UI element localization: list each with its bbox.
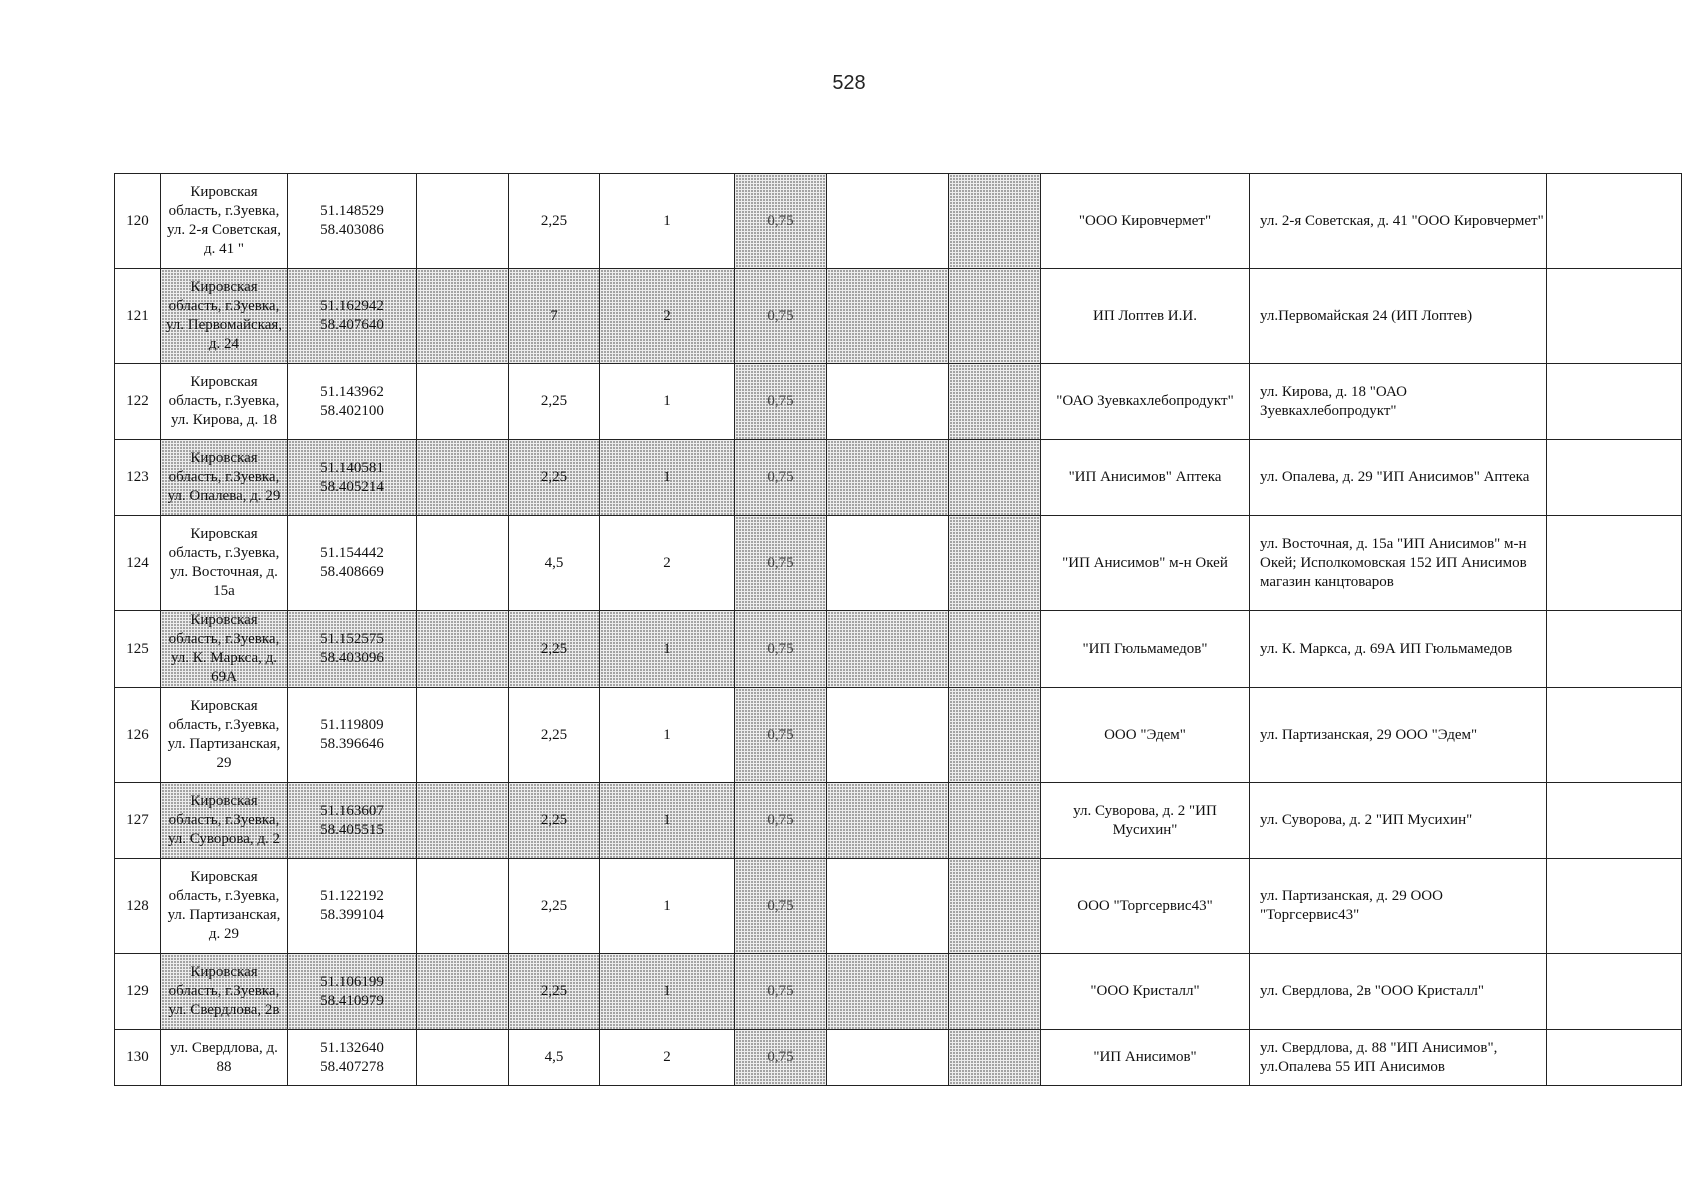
container-count: 2 (600, 1030, 735, 1086)
longitude: 58.402100 (320, 402, 384, 419)
latitude: 51.162942 (320, 298, 384, 314)
table-row (115, 1030, 1682, 1086)
col-8 (827, 364, 949, 440)
owner-name: "ОАО Зуевкахлебопродукт" (1041, 364, 1250, 440)
owner-name: ИП Лоптев И.И. (1041, 269, 1250, 364)
site-coordinates (288, 783, 417, 859)
col-12 (1547, 859, 1682, 954)
table-row (115, 440, 1682, 516)
col-12 (1547, 174, 1682, 269)
waste-source: ул. Партизанская, 29 ООО "Эдем" (1250, 688, 1547, 783)
container-capacity: 0,75 (735, 611, 827, 688)
site-coordinates (288, 954, 417, 1030)
latitude: 51.140581 (320, 459, 384, 476)
col-9 (949, 440, 1041, 516)
col-9 (949, 783, 1041, 859)
col-9 (949, 1030, 1041, 1086)
col-4 (417, 954, 509, 1030)
col-8 (827, 440, 949, 516)
container-count: 1 (600, 783, 735, 859)
col-12 (1547, 783, 1682, 859)
container-volume: 2,25 (509, 954, 600, 1030)
owner-name: ул. Суворова, д. 2 "ИП Мусихин" (1041, 783, 1250, 859)
waste-source: ул. Суворова, д. 2 "ИП Мусихин" (1250, 783, 1547, 859)
site-coordinates (288, 269, 417, 364)
latitude: 51.154442 (320, 545, 384, 561)
owner-name: "ООО Кристалл" (1041, 954, 1250, 1030)
container-volume: 4,5 (509, 1030, 600, 1086)
row-number: 130 (115, 1030, 161, 1086)
site-address: Кировская область, г.Зуевка, ул. Восточная, д. 15а (161, 516, 288, 611)
row-number: 121 (115, 269, 161, 364)
longitude: 58.405214 (320, 478, 384, 495)
site-address: Кировская область, г.Зуевка, ул. 2-я Советская, д. 41 " (161, 174, 288, 269)
owner-name: "ИП Гюльмамедов" (1041, 611, 1250, 688)
waste-source: ул. К. Маркса, д. 69А ИП Гюльмамедов (1250, 611, 1547, 688)
row-number: 129 (115, 954, 161, 1030)
container-count: 2 (600, 269, 735, 364)
waste-source: ул. Опалева, д. 29 "ИП Анисимов" Аптека (1250, 440, 1547, 516)
row-number: 122 (115, 364, 161, 440)
col-8 (827, 1030, 949, 1086)
site-address: Кировская область, г.Зуевка, ул. Партизанская, д. 29 (161, 859, 288, 954)
col-4 (417, 516, 509, 611)
waste-source: ул. Восточная, д. 15а "ИП Анисимов" м-н Окей; Исполкомовская 152 ИП Анисимов магазин канцтоваров (1250, 516, 1547, 611)
row-number: 127 (115, 783, 161, 859)
latitude: 51.106199 (320, 973, 384, 990)
site-coordinates (288, 1030, 417, 1086)
col-12 (1547, 440, 1682, 516)
row-number: 128 (115, 859, 161, 954)
col-9 (949, 688, 1041, 783)
latitude: 51.152575 (320, 631, 384, 647)
site-address: Кировская область, г.Зуевка, ул. Суворова, д. 2 (161, 783, 288, 859)
owner-name: "ИП Анисимов" (1041, 1030, 1250, 1086)
col-4 (417, 859, 509, 954)
table-row (115, 174, 1682, 269)
container-count: 1 (600, 688, 735, 783)
latitude: 51.132640 (320, 1039, 384, 1056)
container-count: 1 (600, 954, 735, 1030)
col-4 (417, 440, 509, 516)
container-capacity: 0,75 (735, 516, 827, 611)
container-count: 1 (600, 859, 735, 954)
col-8 (827, 954, 949, 1030)
table-row (115, 364, 1682, 440)
col-4 (417, 783, 509, 859)
site-address: Кировская область, г.Зуевка, ул. Первомайская, д. 24 (161, 269, 288, 364)
site-address: Кировская область, г.Зуевка, ул. Партизанская, 29 (161, 688, 288, 783)
site-coordinates (288, 859, 417, 954)
container-volume: 2,25 (509, 174, 600, 269)
row-number: 120 (115, 174, 161, 269)
container-capacity: 0,75 (735, 269, 827, 364)
container-volume: 2,25 (509, 688, 600, 783)
col-4 (417, 174, 509, 269)
waste-source: ул. Свердлова, д. 88 "ИП Анисимов", ул.Опалева 55 ИП Анисимов (1250, 1030, 1547, 1086)
owner-name: ООО "Торгсервис43" (1041, 859, 1250, 954)
waste-source: ул.Первомайская 24 (ИП Лоптев) (1250, 269, 1547, 364)
latitude: 51.163607 (320, 802, 384, 819)
container-volume: 4,5 (509, 516, 600, 611)
table-row (115, 688, 1682, 783)
container-capacity: 0,75 (735, 364, 827, 440)
owner-name: "ИП Анисимов" м-н Окей (1041, 516, 1250, 611)
container-count: 1 (600, 364, 735, 440)
site-address: Кировская область, г.Зуевка, ул. Кирова, д. 18 (161, 364, 288, 440)
col-12 (1547, 269, 1682, 364)
table-row (115, 954, 1682, 1030)
container-volume: 7 (509, 269, 600, 364)
container-volume: 2,25 (509, 440, 600, 516)
latitude: 51.119809 (320, 717, 384, 733)
table-body (115, 174, 1682, 1086)
row-number: 123 (115, 440, 161, 516)
col-9 (949, 174, 1041, 269)
container-capacity: 0,75 (735, 783, 827, 859)
row-number: 124 (115, 516, 161, 611)
col-12 (1547, 1030, 1682, 1086)
table-row (115, 516, 1682, 611)
table-row (115, 783, 1682, 859)
waste-source: ул. 2-я Советская, д. 41 "ООО Кировчермет" (1250, 174, 1547, 269)
col-12 (1547, 364, 1682, 440)
container-capacity: 0,75 (735, 174, 827, 269)
longitude: 58.410979 (320, 992, 384, 1009)
site-coordinates (288, 516, 417, 611)
col-4 (417, 688, 509, 783)
longitude: 58.408669 (320, 564, 384, 580)
container-capacity: 0,75 (735, 1030, 827, 1086)
owner-name: ООО "Эдем" (1041, 688, 1250, 783)
col-4 (417, 269, 509, 364)
table-row (115, 269, 1682, 364)
col-12 (1547, 611, 1682, 688)
col-8 (827, 611, 949, 688)
col-9 (949, 269, 1041, 364)
site-address: Кировская область, г.Зуевка, ул. Опалева, д. 29 (161, 440, 288, 516)
container-capacity: 0,75 (735, 688, 827, 783)
owner-name: "ИП Анисимов" Аптека (1041, 440, 1250, 516)
longitude: 58.396646 (320, 736, 384, 752)
latitude: 51.148529 (320, 203, 384, 219)
longitude: 58.407278 (320, 1058, 384, 1075)
longitude: 58.407640 (320, 317, 384, 333)
table-row (115, 859, 1682, 954)
container-volume: 2,25 (509, 859, 600, 954)
col-4 (417, 364, 509, 440)
container-count: 1 (600, 174, 735, 269)
waste-source: ул. Кирова, д. 18 "ОАО Зуевкахлебопродукт" (1250, 364, 1547, 440)
longitude: 58.405515 (320, 821, 384, 838)
container-capacity: 0,75 (735, 859, 827, 954)
col-8 (827, 174, 949, 269)
waste-source: ул. Партизанская, д. 29 ООО "Торгсервис43" (1250, 859, 1547, 954)
col-8 (827, 516, 949, 611)
col-8 (827, 783, 949, 859)
col-4 (417, 1030, 509, 1086)
site-coordinates (288, 688, 417, 783)
longitude: 58.403096 (320, 650, 384, 666)
col-8 (827, 269, 949, 364)
site-coordinates (288, 174, 417, 269)
site-address: ул. Свердлова, д. 88 (161, 1030, 288, 1086)
container-count: 2 (600, 516, 735, 611)
site-address: Кировская область, г.Зуевка, ул. К. Маркса, д. 69А (161, 611, 288, 688)
row-number: 126 (115, 688, 161, 783)
waste-site-registry-table (114, 173, 1682, 1086)
owner-name: "ООО Кировчермет" (1041, 174, 1250, 269)
page-number: 528 (832, 72, 866, 94)
longitude: 58.403086 (320, 222, 384, 238)
latitude: 51.122192 (320, 888, 384, 904)
site-address: Кировская область, г.Зуевка, ул. Свердлова, 2в (161, 954, 288, 1030)
site-coordinates (288, 440, 417, 516)
container-volume: 2,25 (509, 783, 600, 859)
col-8 (827, 859, 949, 954)
container-capacity: 0,75 (735, 440, 827, 516)
container-count: 1 (600, 611, 735, 688)
container-volume: 2,25 (509, 364, 600, 440)
latitude: 51.143962 (320, 383, 384, 400)
col-9 (949, 859, 1041, 954)
waste-source: ул. Свердлова, 2в "ООО Кристалл" (1250, 954, 1547, 1030)
col-9 (949, 364, 1041, 440)
col-8 (827, 688, 949, 783)
col-4 (417, 611, 509, 688)
col-12 (1547, 954, 1682, 1030)
col-12 (1547, 688, 1682, 783)
col-9 (949, 516, 1041, 611)
table-row (115, 611, 1682, 688)
col-12 (1547, 516, 1682, 611)
longitude: 58.399104 (320, 907, 384, 923)
container-count: 1 (600, 440, 735, 516)
col-9 (949, 954, 1041, 1030)
row-number: 125 (115, 611, 161, 688)
container-volume: 2,25 (509, 611, 600, 688)
container-capacity: 0,75 (735, 954, 827, 1030)
site-coordinates (288, 611, 417, 688)
col-9 (949, 611, 1041, 688)
site-coordinates (288, 364, 417, 440)
